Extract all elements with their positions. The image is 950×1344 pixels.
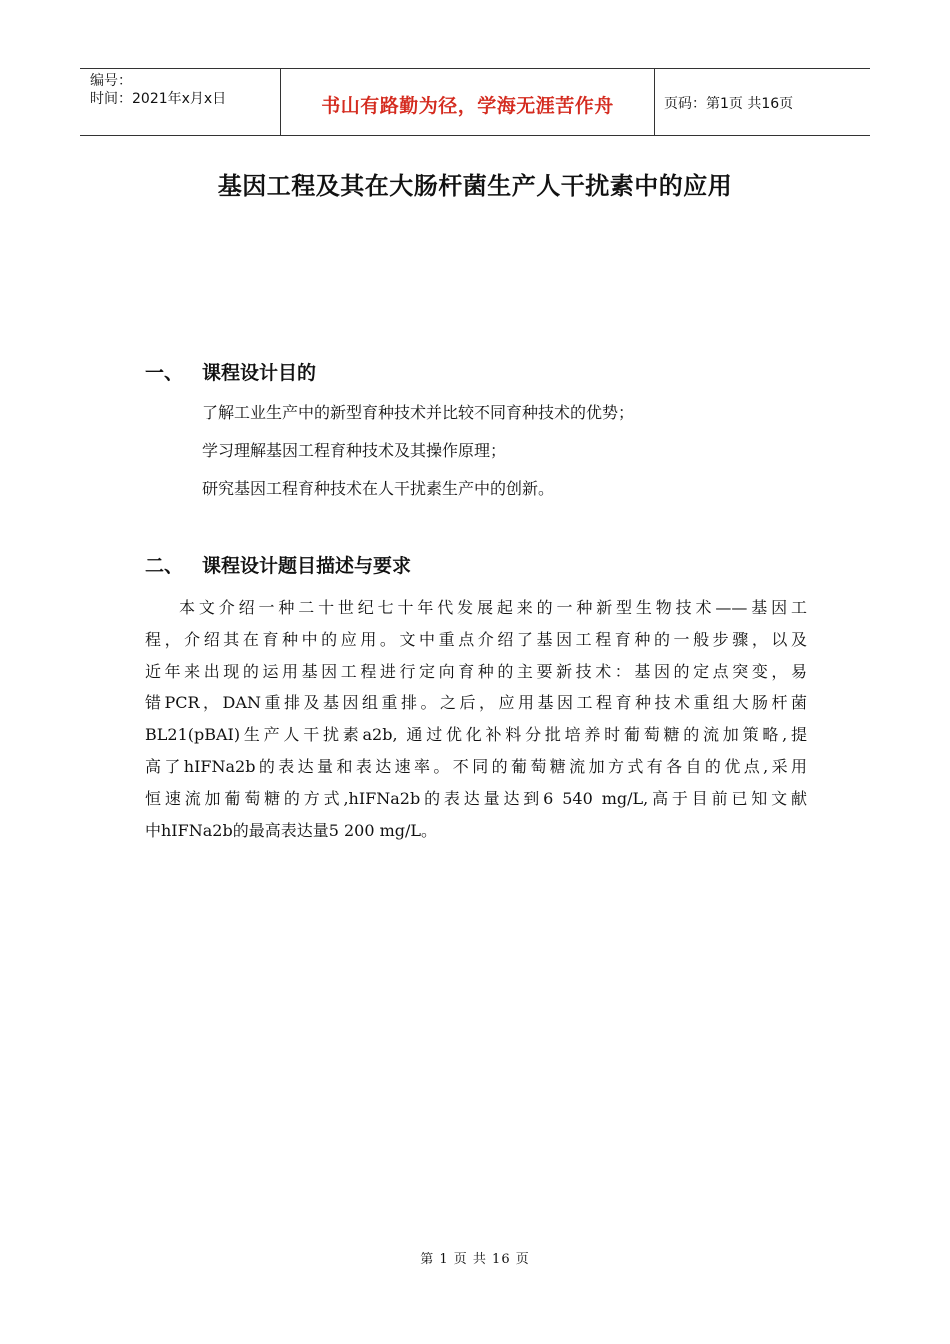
description-paragraph xyxy=(145,592,807,846)
section-title: 课程设计题目描述与要求 xyxy=(202,555,412,577)
section-number: 一、 xyxy=(145,362,184,384)
header-page-cell xyxy=(655,69,870,135)
page-footer: 第 1 页 共 16 页 xyxy=(420,1252,530,1267)
motto: 书山有路勤为径，学海无涯苦作舟 xyxy=(321,94,614,117)
header-motto-cell xyxy=(281,69,655,135)
header-meta-cell xyxy=(80,69,281,135)
section-number: 二、 xyxy=(145,555,184,577)
paragraph-line: 错PCR，DAN重排及基因组重排。之后，应用基因工程育种技术重组大肠杆菌 xyxy=(145,693,807,713)
objective-item: 了解工业生产中的新型育种技术并比较不同育种技术的优势； xyxy=(202,403,635,422)
paragraph-line: 恒速流加葡萄糖的方式,hIFNa2b的表达量达到6 540 mg/L,高于目前已知文献 xyxy=(145,788,807,808)
section-heading-1 xyxy=(145,358,316,385)
date-label: 时间：2021年x月x日 xyxy=(90,91,227,107)
serial-label: 编号： xyxy=(90,73,132,89)
paragraph-line: 高了hIFNa2b的表达量和表达速率。不同的葡萄糖流加方式有各自的优点,采用 xyxy=(145,756,807,776)
objective-item: 学习理解基因工程育种技术及其操作原理； xyxy=(202,441,507,460)
paragraph-line: 程，介绍其在育种中的应用。文中重点介绍了基因工程育种的一般步骤，以及 xyxy=(145,629,807,649)
paragraph-line: 本文介绍一种二十世纪七十年代发展起来的一种新型生物技术——基因工 xyxy=(179,598,807,617)
page-info: 页码：第1页 共16页 xyxy=(664,96,794,112)
section-heading-2 xyxy=(145,551,411,578)
objective-item: 研究基因工程育种技术在人干扰素生产中的创新。 xyxy=(202,479,555,498)
section-title: 课程设计目的 xyxy=(202,362,317,384)
paragraph-line: 近年来出现的运用基因工程进行定向育种的主要新技术：基因的定点突变，易 xyxy=(145,661,807,681)
paragraph-line: 中hIFNa2b的最高表达量5 200 mg/L。 xyxy=(145,820,438,840)
paragraph-line: BL21(pBAI)生产人干扰素a2b, 通过优化补料分批培养时葡萄糖的流加策略,提 xyxy=(145,725,807,745)
document-title: 基因工程及其在大肠杆菌生产人干扰素中的应用 xyxy=(217,172,733,200)
header-table xyxy=(80,68,870,136)
